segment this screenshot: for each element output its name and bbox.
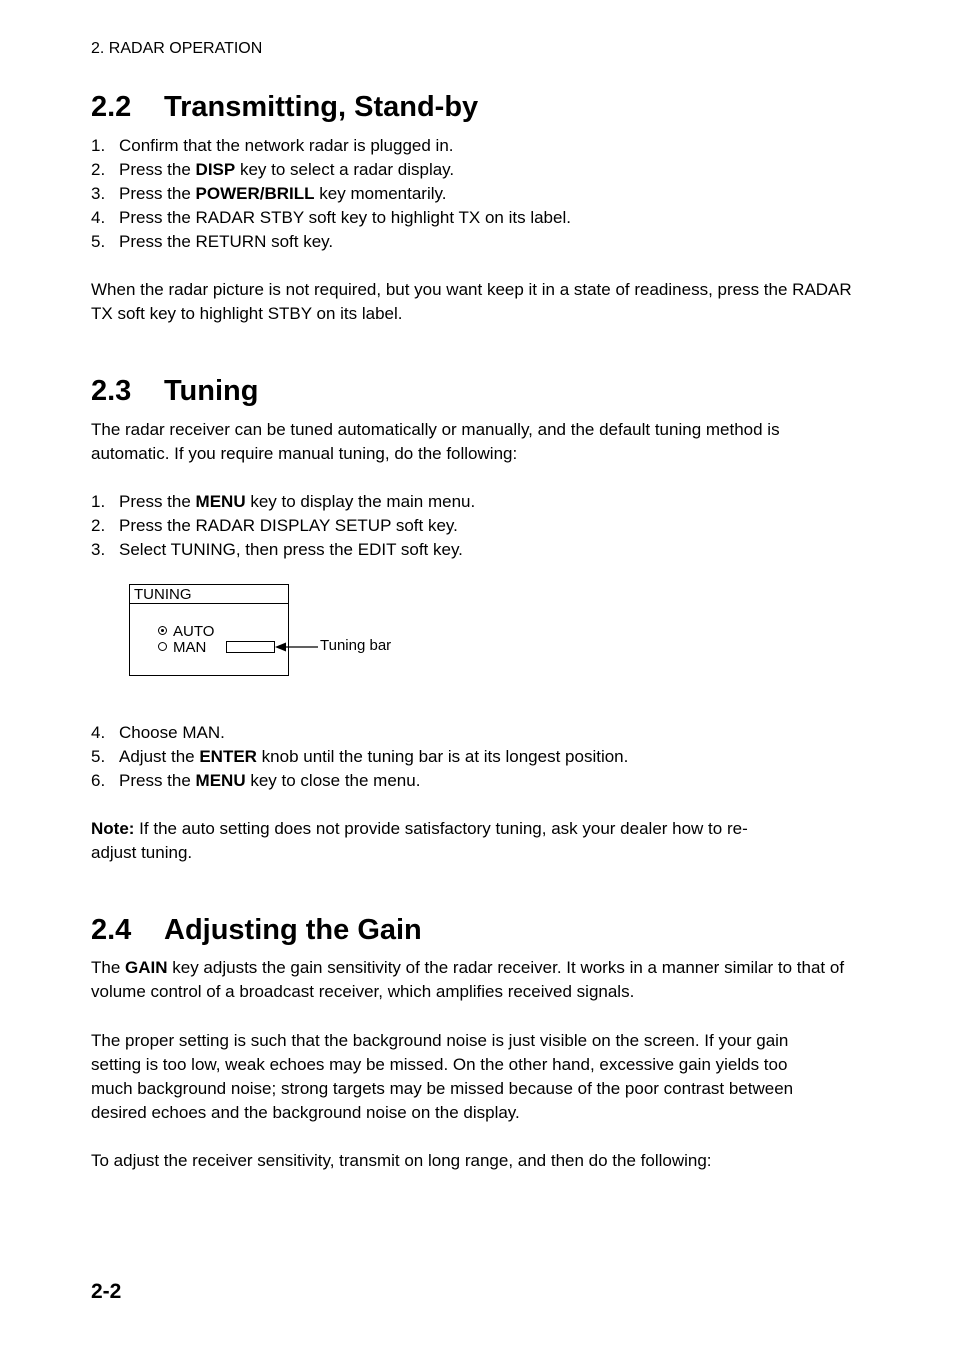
- callout-arrow-icon: [274, 640, 320, 654]
- key-name: GAIN: [125, 958, 168, 977]
- item-text: key to close the menu.: [245, 771, 421, 790]
- list-item: [91, 745, 628, 769]
- list-item: [91, 538, 463, 562]
- key-name: MENU: [195, 771, 246, 790]
- paragraph: To adjust the receiver sensitivity, transmit on long range, and then do the following:: [91, 1151, 712, 1170]
- list-item: [91, 230, 333, 254]
- section-title: Adjusting the Gain: [164, 914, 422, 946]
- paragraph-text: key adjusts the gain sensitivity of the radar receiver. It works in a manner similar to that of volume control of a broadcast receiver, which amplifies received signals.: [91, 958, 845, 1001]
- page-number: 2-2: [91, 1280, 122, 1303]
- key-name: MENU: [195, 492, 246, 511]
- option-man: [158, 640, 206, 656]
- item-text: Press the RADAR STBY soft key to highlight TX on its label.: [119, 208, 571, 227]
- key-name: POWER/BRILL: [195, 184, 315, 203]
- item-text: Press the: [119, 160, 196, 179]
- list-item: [91, 769, 420, 793]
- key-name: DISP: [195, 160, 236, 179]
- paragraph: The radar receiver can be tuned automatically or manually, and the default tuning method is automatic. If you require manual tuning, do the following:: [91, 420, 780, 463]
- item-number: 2.: [91, 516, 106, 535]
- running-header: 2. RADAR OPERATION: [91, 40, 263, 57]
- tuning-menu-figure: [129, 584, 289, 676]
- item-text: Press the RADAR DISPLAY SETUP soft key.: [119, 516, 458, 535]
- item-text: Confirm that the network radar is plugged in.: [119, 136, 454, 155]
- section-number: 2.4: [91, 914, 132, 946]
- item-text: Adjust the: [119, 747, 200, 766]
- item-number: 5.: [91, 747, 106, 766]
- option-auto: [158, 624, 214, 640]
- list-item: [91, 490, 475, 514]
- item-text: key to select a radar display.: [235, 160, 455, 179]
- option-label: AUTO: [173, 623, 215, 640]
- item-number: 1.: [91, 492, 106, 511]
- option-label: MAN: [173, 639, 207, 656]
- item-number: 3.: [91, 540, 106, 559]
- callout-label: Tuning bar: [320, 637, 392, 654]
- item-text: Press the: [119, 184, 196, 203]
- item-text: Press the: [119, 492, 196, 511]
- radio-selected-icon: [158, 626, 167, 635]
- list-item: [91, 158, 454, 182]
- item-number: 4.: [91, 723, 106, 742]
- note-text: If the auto setting does not provide satisfactory tuning, ask your dealer how to re-adjust tuning.: [91, 819, 748, 862]
- paragraph: When the radar picture is not required, but you want keep it in a state of readiness, press the RADAR TX soft key to highlight STBY on its label.: [91, 280, 852, 323]
- key-name: ENTER: [199, 747, 257, 766]
- section-title: Transmitting, Stand-by: [164, 91, 479, 123]
- tuning-bar: [226, 641, 275, 653]
- item-text: key momentarily.: [314, 184, 447, 203]
- section-heading-2-4: [91, 913, 422, 947]
- section-number: 2.2: [91, 91, 132, 123]
- item-text: Choose MAN.: [119, 723, 225, 742]
- note-label: Note:: [91, 819, 135, 838]
- list-item: [91, 182, 447, 206]
- item-number: 1.: [91, 136, 106, 155]
- item-number: 5.: [91, 232, 106, 251]
- note-paragraph: [91, 817, 791, 865]
- item-text: Press the: [119, 771, 196, 790]
- list-item: [91, 134, 454, 158]
- paragraph-text: The: [91, 958, 126, 977]
- item-number: 4.: [91, 208, 106, 227]
- section-heading-2-3: [91, 374, 258, 408]
- tuning-menu-title: TUNING: [130, 585, 288, 604]
- item-text: Press the RETURN soft key.: [119, 232, 334, 251]
- paragraph: [91, 956, 861, 1004]
- item-number: 3.: [91, 184, 106, 203]
- radio-empty-icon: [158, 642, 167, 651]
- list-item: [91, 514, 458, 538]
- item-text: key to display the main menu.: [245, 492, 476, 511]
- item-text: knob until the tuning bar is at its longest position.: [256, 747, 629, 766]
- section-number: 2.3: [91, 375, 132, 407]
- paragraph: The proper setting is such that the background noise is just visible on the screen. If your gain setting is too low, weak echoes may be missed. On the other hand, excessive gain yields too much background noise; strong targets may be missed because of the poor contrast between desired echoes and the background noise on the display.: [91, 1031, 794, 1122]
- list-item: [91, 206, 571, 230]
- list-item: [91, 721, 225, 745]
- section-title: Tuning: [164, 375, 259, 407]
- item-number: 6.: [91, 771, 106, 790]
- section-heading-2-2: [91, 90, 478, 124]
- item-number: 2.: [91, 160, 106, 179]
- item-text: Select TUNING, then press the EDIT soft key.: [119, 540, 463, 559]
